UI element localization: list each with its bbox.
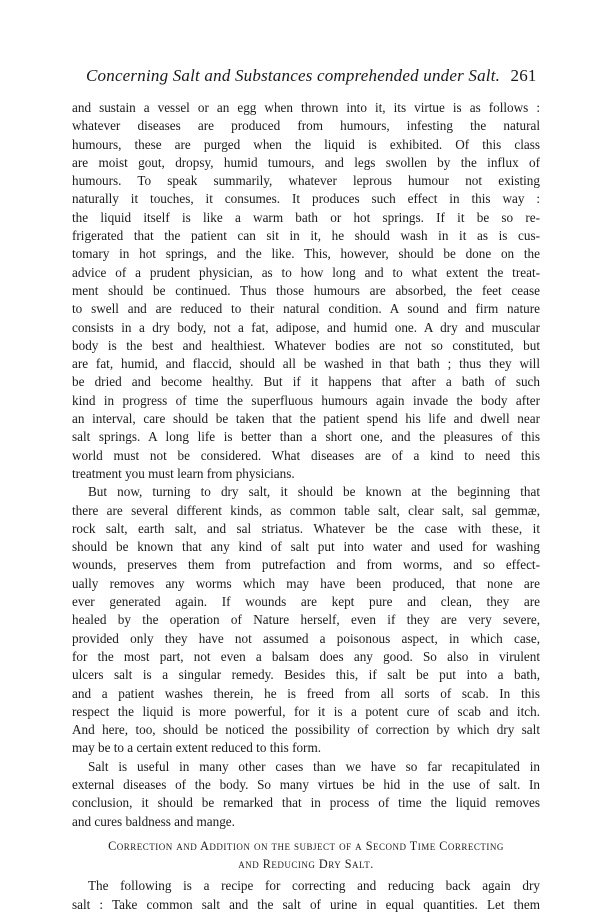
text-line: advice of a prudent physician, as to how long and to what extent the treat- bbox=[72, 264, 540, 280]
text-line: ually removes any worms which may have been produced, that none are bbox=[72, 575, 540, 591]
text-line: rock salt, earth salt, and sal striatus. Whatever be the case with these, it bbox=[72, 520, 540, 536]
text-line: healed by the operation of Nature herself, even if they are very severe, bbox=[72, 612, 540, 628]
paragraph-2 bbox=[72, 483, 540, 757]
text-line: an interval, care should be taken that the patient spend his life and dwell near bbox=[72, 411, 540, 427]
text-line: whatever diseases are produced from humours, infesting the natural bbox=[72, 118, 540, 134]
running-header-title: Concerning Salt and Substances comprehended under Salt. bbox=[86, 66, 501, 85]
text-line: ment should be continued. Thus those humours are absorbed, the feet cease bbox=[72, 282, 540, 298]
text-line: world must not be considered. What diseases are of a kind to need this bbox=[72, 447, 540, 463]
page-number: 261 bbox=[510, 66, 537, 85]
text-line: treatment you must learn from physicians. bbox=[72, 465, 295, 481]
text-line: But now, turning to dry salt, it should be known at the beginning that bbox=[88, 484, 540, 500]
text-line: salt : Take common salt and the salt of urine in equal quantities. Let them bbox=[72, 896, 540, 912]
text-line: respect the liquid is more powerful, for it is a potent cure of scab and itch. bbox=[72, 703, 540, 719]
text-line: are fat, humid, and flaccid, should all be washed in that bath ; thus they will bbox=[72, 356, 540, 372]
text-line: body is the best and healthiest. Whatever bodies are not so constituted, but bbox=[72, 337, 540, 353]
text-line: frigerated that the patient can sit in it, he should wash in it as is cus- bbox=[72, 228, 540, 244]
text-line: to swell and are reduced to their natural condition. A sound and firm nature bbox=[72, 301, 540, 317]
section-heading bbox=[72, 837, 540, 874]
text-line: humours. To speak summarily, whatever leprous humour not existing bbox=[72, 173, 540, 189]
text-line: And here, too, should be noticed the possibility of correction by which dry salt bbox=[72, 722, 540, 738]
text-line: should be known that any kind of salt put into water and used for washing bbox=[72, 539, 540, 555]
text-line: kind in progress of time the superfluous humours again invade the body after bbox=[72, 392, 540, 408]
text-line: provided only they have not assumed a poisonous aspect, in which case, bbox=[72, 630, 540, 646]
text-line: naturally it touches, it consumes. It produces such effect in this way : bbox=[72, 191, 540, 207]
paragraph-1 bbox=[72, 99, 540, 483]
text-line: external diseases of the body. So many virtues be hid in the use of salt. In bbox=[72, 776, 540, 792]
text-line: conclusion, it should be remarked that in process of time the liquid removes bbox=[72, 795, 540, 811]
text-line: wounds, preserves them from putrefaction and from worms, and so effect- bbox=[72, 557, 540, 573]
text-line: Salt is useful in many other cases than we have so far recapitulated in bbox=[88, 758, 540, 774]
text-line: the liquid itself is like a warm bath or hot springs. If it be so re- bbox=[72, 209, 540, 225]
page-body bbox=[72, 99, 540, 914]
text-line: salt springs. A long life is better than a short one, and the pleasures of this bbox=[72, 429, 540, 445]
text-line: and cures baldness and mange. bbox=[72, 813, 235, 829]
section-heading-line: Correction and Addition on the subject of a Second Time Correcting bbox=[108, 838, 504, 853]
paragraph-4 bbox=[72, 877, 540, 914]
text-line: and a patient washes therein, he is freed from all sorts of scab. In this bbox=[72, 685, 540, 701]
text-line: consists in a dry body, not a fat, adipose, and humid one. A dry and muscular bbox=[72, 319, 540, 335]
running-header bbox=[86, 66, 546, 86]
text-line: humours, these are purged when the liquid is exhibited. Of this class bbox=[72, 136, 540, 152]
text-line: and sustain a vessel or an egg when thrown into it, its virtue is as follows : bbox=[72, 100, 540, 115]
section-heading-line: and Reducing Dry Salt. bbox=[238, 857, 374, 872]
text-line: ulcers salt is a singular remedy. Besides this, if salt be put into a bath, bbox=[72, 667, 540, 683]
text-line: may be to a certain extent reduced to this form. bbox=[72, 740, 322, 756]
text-line: ever generated again. If wounds are kept pure and clean, they are bbox=[72, 594, 540, 610]
text-line: be dried and become healthy. But if it happens that after a bath of such bbox=[72, 374, 540, 390]
text-line: tomary in hot springs, and the like. This, however, should be done on the bbox=[72, 246, 540, 262]
text-line: there are several different kinds, as common table salt, clear salt, sal gemmæ, bbox=[72, 502, 540, 518]
text-line: are moist gout, dropsy, humid tumours, and legs swollen by the influx of bbox=[72, 154, 540, 170]
paragraph-3 bbox=[72, 758, 540, 831]
text-line: The following is a recipe for correcting and reducing back again dry bbox=[88, 878, 540, 894]
text-line: for the most part, not even a balsam does any good. So also in virulent bbox=[72, 648, 540, 664]
